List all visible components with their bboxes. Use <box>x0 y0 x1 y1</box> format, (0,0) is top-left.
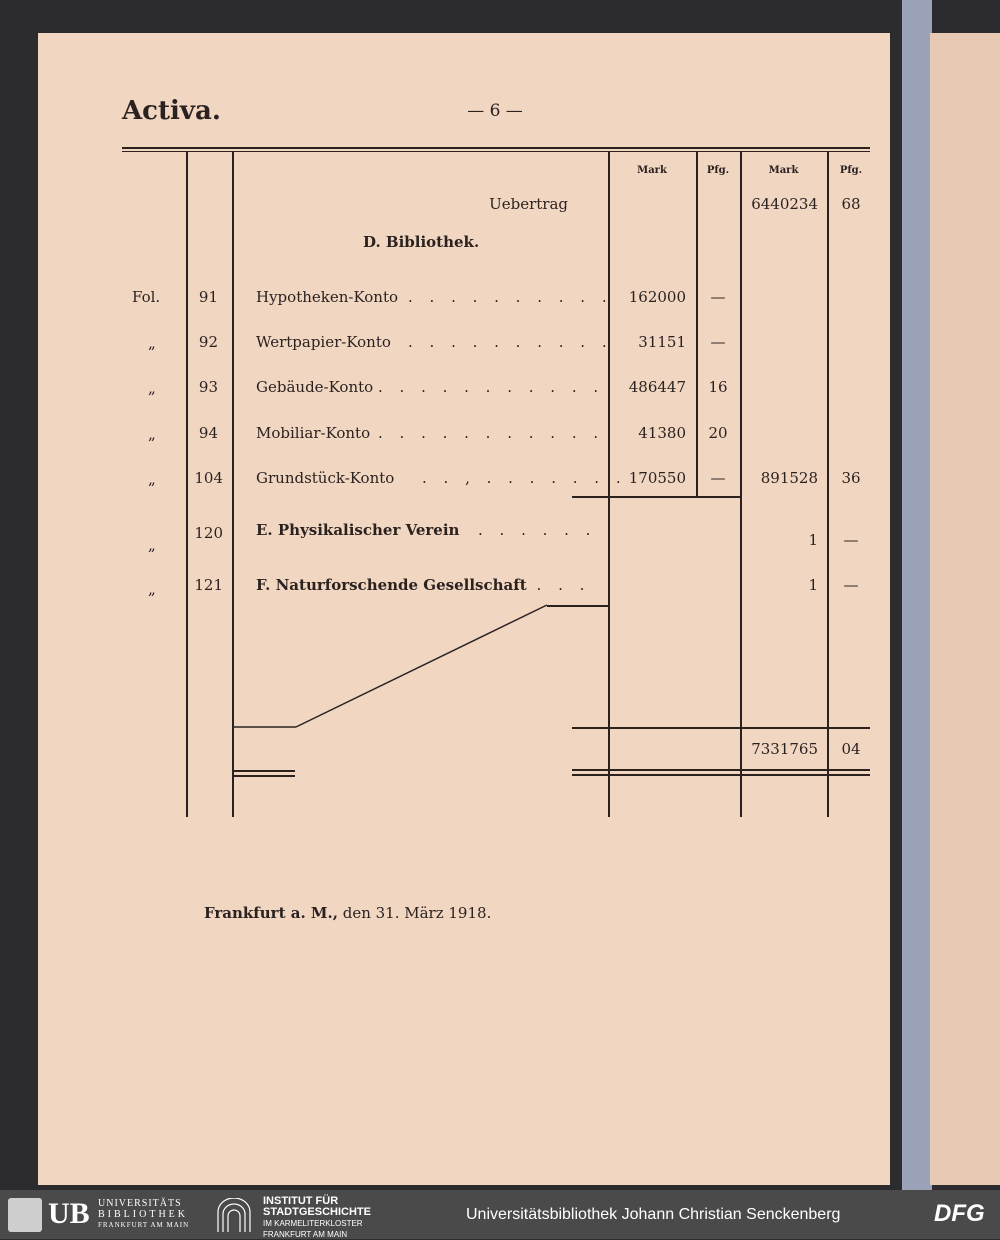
row-dots: . . . . . . . . . . <box>408 288 613 306</box>
left-double-rule-b <box>232 775 295 777</box>
closing-date: den 31. März 1918. <box>342 904 492 922</box>
isg-arch-icon <box>214 1198 254 1232</box>
ub-name <box>98 1198 189 1231</box>
isg-line-2: STADTGESCHICHTE <box>263 1206 371 1218</box>
bookmark-ribbon <box>902 0 932 1190</box>
row-mark: 170550 <box>628 469 686 487</box>
dfg-logo: DFG <box>934 1200 985 1227</box>
ub-line-1: UNIVERSITÄTS <box>98 1198 182 1209</box>
row-dots: . . , . . . . . . . <box>422 469 627 487</box>
adjacent-page <box>930 33 1000 1185</box>
ub-logo: UB <box>48 1197 90 1230</box>
row-mark: 1 <box>808 576 818 594</box>
row-nr: 91 <box>198 288 218 306</box>
carry-label: Uebertrag <box>489 195 568 213</box>
grand-total-pfg: 04 <box>841 740 861 758</box>
total-double-rule-a <box>572 769 870 771</box>
row-mark: 486447 <box>628 378 686 396</box>
total-double-rule-b <box>572 774 870 776</box>
row-pfg: — <box>710 333 726 351</box>
row-fol: „ <box>148 580 156 598</box>
isg-name <box>263 1196 371 1240</box>
row-label: Gebäude-Konto <box>256 378 374 396</box>
table-top-rule <box>122 147 870 149</box>
table-top-rule-thin <box>122 151 870 152</box>
section-d-heading: D. Bibliothek. <box>363 233 480 251</box>
row-pfg: 20 <box>708 424 728 442</box>
row-label: Mobiliar-Konto <box>256 424 371 442</box>
row-label: Grundstück-Konto <box>256 469 395 487</box>
page-title: Activa. <box>122 96 221 126</box>
isg-line-1: INSTITUT FÜR <box>263 1195 339 1207</box>
row-label: Wertpapier-Konto <box>256 333 391 351</box>
row-fol: „ <box>148 379 156 397</box>
row-fol: „ <box>148 425 156 443</box>
left-double-rule-a <box>232 770 295 772</box>
row-pfg: — <box>843 576 859 594</box>
section-e-heading: E. Physikalischer Verein <box>256 521 460 539</box>
row-dots: . . . . . . . . . . . <box>378 378 605 396</box>
ub-line-2: BIBLIOTHEK <box>98 1209 188 1220</box>
header-pfg-2: Pfg. <box>839 165 863 176</box>
viewer-footer <box>0 1190 1000 1239</box>
row-nr: 94 <box>198 424 218 442</box>
row-label: Hypotheken-Konto <box>256 288 399 306</box>
header-mark-2: Mark <box>768 165 799 176</box>
header-mark-1: Mark <box>637 165 667 176</box>
row-dots: . . . . <box>515 576 591 594</box>
row-mark: 1 <box>808 531 818 549</box>
subtotal-rule <box>572 496 740 498</box>
isg-line-4: FRANKFURT AM MAIN <box>263 1230 348 1239</box>
row-nr: 120 <box>194 524 223 542</box>
row-dots: . . . . . . . . . . . <box>378 424 605 442</box>
row-nr: 93 <box>198 378 218 396</box>
carry-pfg: 68 <box>841 195 861 213</box>
row-fol: „ <box>148 334 156 352</box>
row-mark: 162000 <box>628 288 686 306</box>
closing-line <box>204 904 491 922</box>
balance-diagonal <box>232 600 612 740</box>
library-name: Universitätsbibliothek Johann Christian Senckenberg <box>466 1206 841 1223</box>
section-d-total-pfg: 36 <box>841 469 861 487</box>
row-mark: 31151 <box>638 333 686 351</box>
row-fol: Fol. <box>132 288 161 306</box>
page-number: — 6 — <box>467 101 523 121</box>
row-nr: 121 <box>194 576 223 594</box>
row-fol: „ <box>148 536 156 554</box>
closing-place: Frankfurt a. M., <box>204 904 338 922</box>
row-mark: 41380 <box>638 424 686 442</box>
section-d-total-mark: 891528 <box>760 469 818 487</box>
row-fol: „ <box>148 470 156 488</box>
column-rule-pfg1 <box>696 152 698 497</box>
row-pfg: — <box>710 469 726 487</box>
row-nr: 104 <box>194 469 223 487</box>
ub-seal-icon <box>8 1198 42 1232</box>
isg-line-3: IM KARMELITERKLOSTER <box>263 1219 363 1228</box>
row-nr: 92 <box>198 333 218 351</box>
header-pfg-1: Pfg. <box>706 165 730 176</box>
row-pfg: — <box>710 288 726 306</box>
total-top-rule <box>572 727 870 729</box>
grand-total-mark: 7331765 <box>751 740 818 758</box>
row-pfg: 16 <box>708 378 728 396</box>
carry-mark: 6440234 <box>751 195 818 213</box>
row-pfg: — <box>843 531 859 549</box>
ub-line-3: FRANKFURT AM MAIN <box>98 1221 190 1229</box>
row-dots: . . . . . . . . . . <box>408 333 613 351</box>
section-f-heading: F. Naturforschende Gesellschaft <box>256 576 527 594</box>
row-dots: . . . . . . <box>478 521 597 539</box>
